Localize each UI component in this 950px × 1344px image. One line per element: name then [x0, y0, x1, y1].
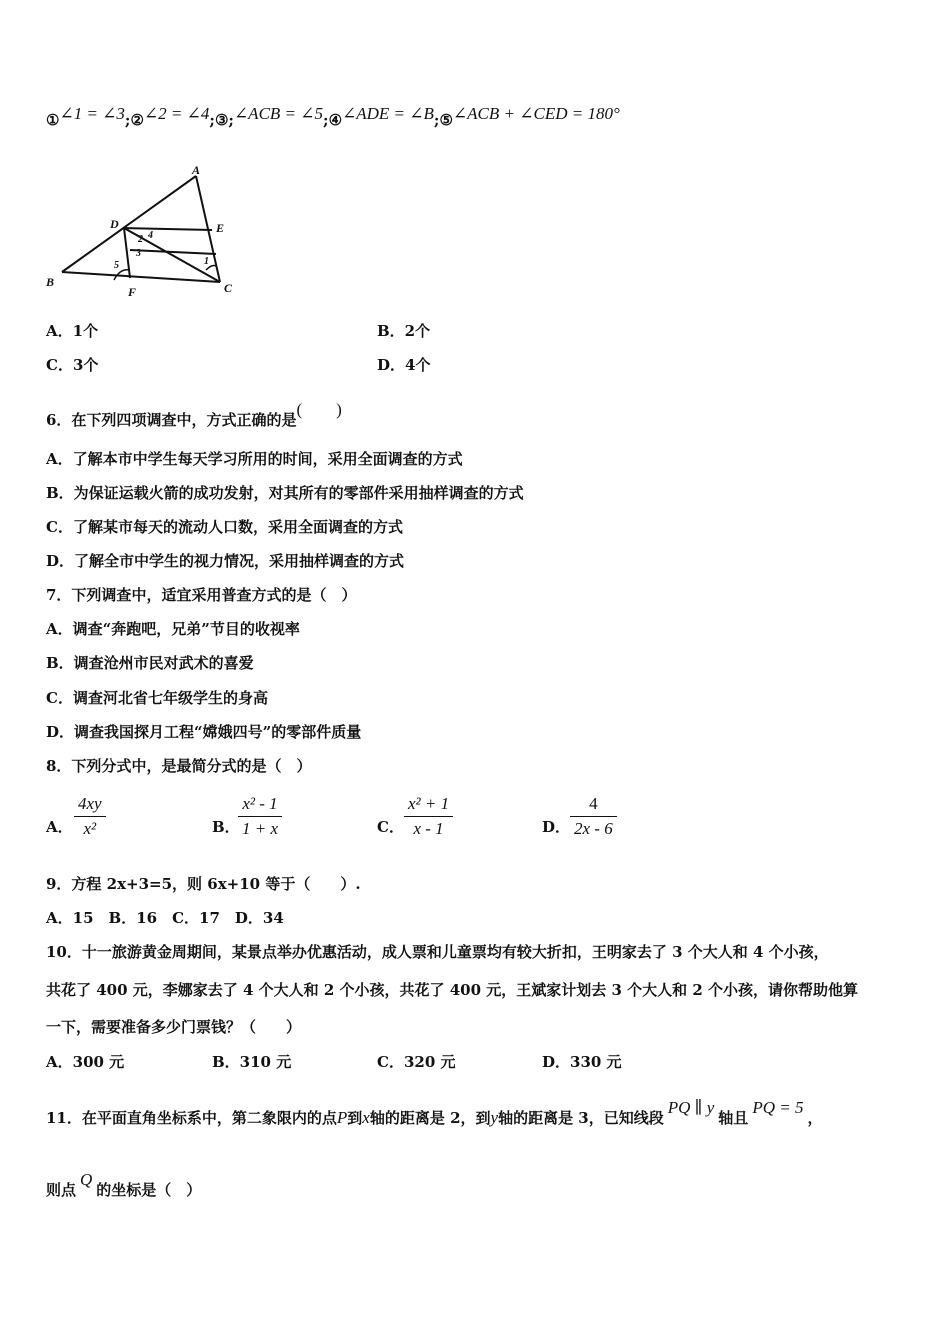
separator: ;: [124, 111, 131, 129]
denominator: x - 1: [404, 816, 453, 839]
q11-text-3: 轴的距离是 2，到: [369, 1109, 491, 1127]
q10-line-3: 一下，需要准备多少门票钱？（ ）: [46, 1018, 302, 1036]
q5-option-b: B．2个: [377, 322, 431, 340]
segment-bc: [62, 272, 220, 282]
c4-mark: ④: [328, 111, 343, 129]
triangle-figure: [44, 162, 244, 302]
q8-stem: 8．下列分式中，是最简分式的是（ ）: [46, 757, 312, 775]
q5-option-d: D．4个: [377, 356, 431, 374]
pq-length: PQ = 5: [752, 1098, 804, 1117]
numerator: 4xy: [78, 794, 102, 813]
condition-3: ∠ACB = ∠5: [233, 104, 324, 123]
q8-label-c: C．: [377, 818, 404, 836]
q11-text-5: 轴且: [718, 1109, 749, 1127]
label-f: F: [128, 285, 137, 299]
numerator: x² + 1: [408, 794, 450, 813]
pq-parallel-y: PQ ∥ y: [667, 1098, 715, 1117]
q7-option-d: D．调查我国探月工程“嫦娥四号”的零部件质量: [46, 723, 362, 741]
c5-mark: ⑤: [439, 111, 453, 129]
label-a: A: [192, 163, 201, 177]
separator: ;: [209, 111, 215, 129]
q6-text: 6．在下列四项调查中，方式正确的是: [46, 411, 297, 429]
point-p: P: [336, 1108, 348, 1127]
label-2: 2: [138, 234, 143, 245]
condition-5: ∠ACB + ∠CED = 180°: [452, 104, 620, 123]
numerator: x² - 1: [242, 794, 278, 813]
q11-text-6: ，: [807, 1109, 823, 1127]
q10-line-1: 10．十一旅游黄金周期间，某景点举办优惠活动，成人票和儿童票均有较大折扣，王明家去了 3 个大人和 4 个小孩，: [46, 943, 829, 961]
c3-mark: ③: [214, 111, 229, 129]
q5-option-c: C．3个: [46, 356, 99, 374]
q8-fraction-a: [74, 794, 106, 839]
condition-2: ∠2 = ∠4: [143, 104, 210, 123]
q6-option-b: B．为保证运载火箭的成功发射，对其所有的零部件采用抽样调查的方式: [46, 484, 524, 502]
q11-text-8: 的坐标是（ ）: [96, 1181, 202, 1199]
label-c: C: [224, 281, 233, 295]
q6-option-c: C．了解某市每天的流动人口数，采用全面调查的方式: [46, 518, 403, 536]
q8-label-d: D．: [542, 818, 571, 836]
q10-option-d: D．330 元: [542, 1053, 622, 1071]
q5-conditions: [46, 104, 620, 130]
q10-line-2: 共花了 400 元，李娜家去了 4 个大人和 2 个小孩，共花了 400 元，王斌家计划去 3 个大人和 2 个小孩，请你帮助他算: [46, 981, 859, 999]
q9-options: A．15 B．16 C．17 D．34: [46, 909, 284, 927]
q8-label-b: B．: [212, 818, 240, 836]
denominator: 2x - 6: [570, 816, 617, 839]
denominator: x²: [74, 816, 106, 839]
q11-text-2: 到: [347, 1109, 363, 1127]
q8-label-a: A．: [46, 818, 73, 836]
segment-de: [124, 228, 212, 230]
q8-fraction-b: [238, 794, 282, 839]
q7-stem: 7．下列调查中，适宜采用普查方式的是（ ）: [46, 586, 357, 604]
q11-text-1: 11．在平面直角坐标系中，第二象限内的点: [46, 1109, 337, 1127]
label-3: 3: [136, 248, 141, 259]
condition-4: ∠ADE = ∠B: [342, 104, 434, 123]
separator: ;: [323, 111, 329, 129]
q11-text-7: 则点: [46, 1181, 77, 1199]
q10-option-c: C．320 元: [377, 1053, 456, 1071]
label-b: B: [46, 275, 55, 289]
separator: ;: [228, 111, 234, 129]
q7-option-c: C．调查河北省七年级学生的身高: [46, 689, 268, 707]
label-5: 5: [114, 260, 119, 271]
q6-paren: ( ): [296, 400, 342, 419]
numerator: 4: [589, 794, 598, 813]
q6-stem: [46, 400, 342, 430]
q6-option-a: A．了解本市中学生每天学习所用的时间，采用全面调查的方式: [46, 450, 463, 468]
segment-fe: [130, 250, 216, 254]
q5-option-a: A．1个: [46, 322, 99, 340]
c2-mark: ②: [130, 111, 144, 129]
label-1: 1: [204, 256, 209, 267]
q11-line-2: [46, 1170, 201, 1200]
axis-y: y: [490, 1108, 499, 1127]
denominator: 1 + x: [238, 816, 282, 839]
q10-option-a: A．300 元: [46, 1053, 125, 1071]
label-4: 4: [148, 230, 153, 241]
point-q: Q: [80, 1170, 93, 1189]
q10-option-b: B．310 元: [212, 1053, 292, 1071]
separator: ;: [433, 111, 440, 129]
q11-text-4: 轴的距离是 3，已知线段: [498, 1109, 664, 1127]
q11-line-1: [46, 1098, 822, 1128]
condition-1: ∠1 = ∠3: [59, 104, 125, 123]
label-d: D: [110, 217, 119, 231]
q8-fraction-c: [404, 794, 453, 839]
q8-fraction-d: [570, 794, 617, 839]
c1-mark: ①: [46, 111, 60, 129]
q6-option-d: D．了解全市中学生的视力情况，采用抽样调查的方式: [46, 552, 405, 570]
axis-x: x: [362, 1108, 370, 1127]
label-e: E: [216, 221, 225, 235]
q7-option-a: A．调查“奔跑吧，兄弟”节目的收视率: [46, 620, 300, 638]
q9-stem: 9．方程 2x+3=5，则 6x+10 等于（ ）.: [46, 875, 361, 893]
q7-option-b: B．调查沧州市民对武术的喜爱: [46, 654, 254, 672]
